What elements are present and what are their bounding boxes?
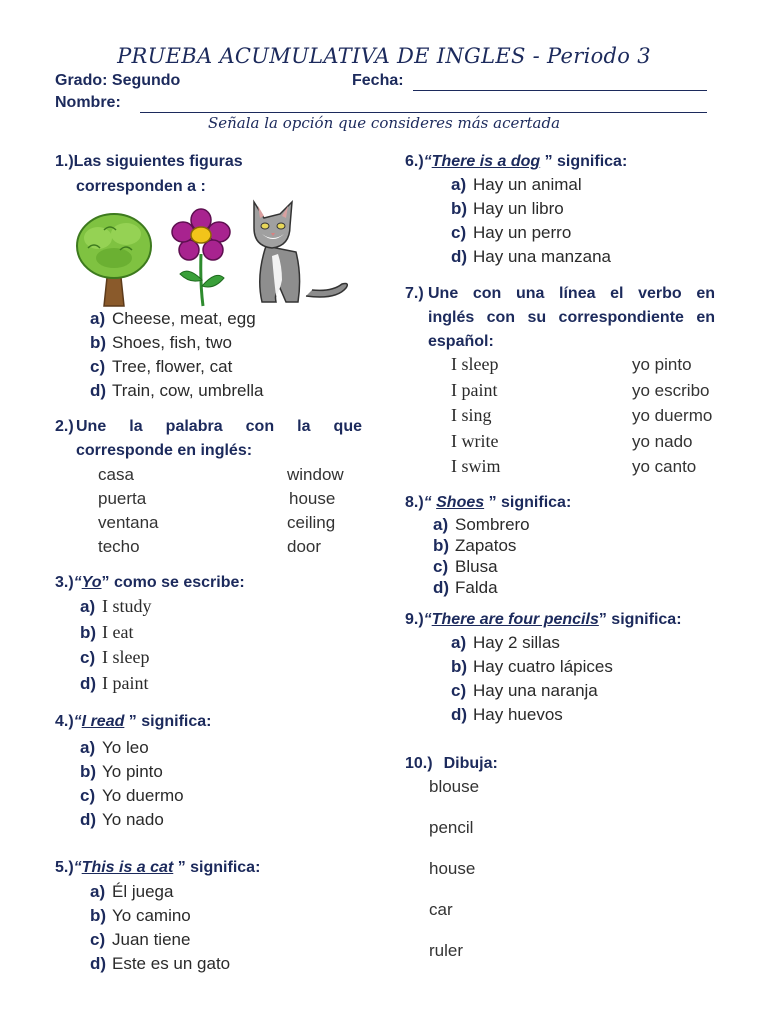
question-number: 8.) bbox=[405, 494, 424, 511]
question-key-phrase: There are four pencils bbox=[431, 611, 599, 628]
options-q1 bbox=[90, 307, 263, 403]
option-d[interactable]: d) Yo nado bbox=[80, 810, 164, 829]
option-c[interactable]: c) I sleep bbox=[80, 647, 150, 667]
option-d[interactable]: d) I paint bbox=[80, 672, 149, 693]
match-word: I swim bbox=[451, 456, 501, 476]
option-c[interactable]: c) Hay un perro bbox=[451, 223, 572, 242]
match-right-column bbox=[287, 463, 344, 559]
instruction-text: Señala la opción que consideres más acertada bbox=[207, 114, 561, 132]
question-4 bbox=[55, 710, 211, 734]
question-text: ” significa: bbox=[124, 713, 212, 730]
option-c[interactable]: c) Tree, flower, cat bbox=[90, 357, 233, 376]
tree-icon bbox=[74, 208, 156, 308]
question-text-cont: corresponde en inglés: bbox=[76, 442, 253, 459]
question-number: 2.) bbox=[55, 418, 74, 435]
quote-mark: “ bbox=[73, 859, 82, 876]
match-word: casa bbox=[98, 465, 134, 484]
page-title: PRUEBA ACUMULATIVA DE INGLES - Periodo 3 bbox=[117, 44, 651, 68]
question-number: 3.) bbox=[55, 574, 74, 591]
option-b[interactable]: b) Yo camino bbox=[90, 906, 191, 925]
question-number: 10.) bbox=[405, 755, 433, 772]
question-text-cont: corresponden a : bbox=[76, 178, 206, 195]
quote-mark: “ bbox=[423, 494, 437, 511]
question-key-phrase: There is a dog bbox=[431, 153, 541, 170]
cat-icon bbox=[246, 196, 350, 308]
draw-word: blouse bbox=[429, 777, 480, 796]
name-field[interactable] bbox=[140, 112, 707, 113]
question-8 bbox=[405, 491, 571, 515]
question-text: Dibuja: bbox=[443, 755, 498, 772]
option-c[interactable]: c) Blusa bbox=[433, 557, 498, 576]
options-q6 bbox=[451, 173, 611, 269]
question-7 bbox=[405, 282, 715, 354]
options-q3 bbox=[80, 594, 152, 696]
draw-word: car bbox=[429, 900, 453, 919]
question-text: Une la palabra con la que bbox=[76, 418, 362, 435]
draw-word: house bbox=[429, 859, 476, 878]
option-a[interactable]: a) I study bbox=[80, 596, 152, 616]
question-text-cont: inglés con su correspondiente en bbox=[428, 309, 715, 326]
question-number: 5.) bbox=[55, 859, 74, 876]
question-10 bbox=[405, 752, 498, 776]
option-a[interactable]: a) Cheese, meat, egg bbox=[90, 309, 256, 328]
option-c[interactable]: c) Hay una naranja bbox=[451, 681, 598, 700]
option-d[interactable]: d) Train, cow, umbrella bbox=[90, 381, 264, 400]
question-number: 1.) bbox=[55, 153, 74, 170]
option-b[interactable]: b) Shoes, fish, two bbox=[90, 333, 233, 352]
date-label: Fecha: bbox=[352, 72, 404, 89]
options-q4 bbox=[80, 736, 184, 832]
date-field[interactable] bbox=[413, 90, 707, 91]
option-d[interactable]: d) Este es un gato bbox=[90, 954, 231, 973]
option-b[interactable]: b) Hay un libro bbox=[451, 199, 564, 218]
option-d[interactable]: d) Hay huevos bbox=[451, 705, 563, 724]
flower-icon bbox=[170, 208, 232, 308]
question-text-cont: español: bbox=[428, 333, 494, 350]
match-word: yo escribo bbox=[632, 380, 710, 400]
option-a[interactable]: a) Hay un animal bbox=[451, 175, 582, 194]
question-5 bbox=[55, 856, 260, 880]
quote-mark: “ bbox=[423, 611, 432, 628]
match-word: I sleep bbox=[451, 354, 499, 374]
question-text: ” significa: bbox=[540, 153, 628, 170]
option-c[interactable]: c) Yo duermo bbox=[80, 786, 184, 805]
match-word: I write bbox=[451, 430, 499, 451]
option-a[interactable]: a) Él juega bbox=[90, 882, 174, 901]
option-a[interactable]: a) Hay 2 sillas bbox=[451, 633, 560, 652]
option-d[interactable]: d) Falda bbox=[433, 578, 498, 597]
option-b[interactable]: b) Zapatos bbox=[433, 536, 517, 555]
match-word: yo canto bbox=[632, 457, 697, 476]
question-number: 4.) bbox=[55, 713, 74, 730]
match-word: ceiling bbox=[287, 513, 336, 532]
match-right-column bbox=[632, 352, 712, 480]
name-label: Nombre: bbox=[55, 94, 121, 111]
question-number: 7.) bbox=[405, 285, 424, 302]
options-q5 bbox=[90, 880, 230, 976]
match-word: I paint bbox=[451, 379, 498, 400]
match-word: puerta bbox=[98, 489, 147, 508]
question-6 bbox=[405, 150, 627, 174]
match-left-column bbox=[451, 352, 501, 480]
quote-mark: “ bbox=[73, 713, 82, 730]
question-text: ” como se escribe: bbox=[101, 574, 245, 591]
option-d[interactable]: d) Hay una manzana bbox=[451, 247, 611, 266]
question-9 bbox=[405, 608, 682, 632]
options-q8 bbox=[433, 514, 530, 598]
question-3 bbox=[55, 571, 245, 595]
question-text: ” significa: bbox=[598, 611, 682, 628]
question-text: Une con una línea el verbo en bbox=[428, 285, 715, 302]
question-2 bbox=[55, 415, 362, 439]
question-key-phrase: Yo bbox=[81, 574, 102, 591]
option-a[interactable]: a) Yo leo bbox=[80, 738, 149, 757]
option-a[interactable]: a) Sombrero bbox=[433, 515, 530, 534]
match-word: window bbox=[287, 465, 344, 484]
quote-mark: “ bbox=[73, 574, 82, 591]
match-left-column bbox=[98, 463, 159, 559]
question-text: ” significa: bbox=[173, 859, 261, 876]
match-word: door bbox=[287, 537, 322, 556]
options-q9 bbox=[451, 631, 613, 727]
question-key-phrase: This is a cat bbox=[81, 859, 174, 876]
draw-word: ruler bbox=[429, 941, 464, 960]
question-key-phrase: Shoes bbox=[436, 494, 485, 511]
match-word: yo pinto bbox=[632, 355, 692, 374]
question-number: 9.) bbox=[405, 611, 424, 628]
question-text: ” significa: bbox=[484, 494, 572, 511]
match-word: yo duermo bbox=[632, 406, 713, 425]
option-c[interactable]: c) Juan tiene bbox=[90, 930, 191, 949]
option-b[interactable]: b) Yo pinto bbox=[80, 762, 163, 781]
grade-label: Grado: Segundo bbox=[55, 72, 181, 89]
quote-mark: “ bbox=[423, 153, 432, 170]
match-word: house bbox=[289, 489, 336, 508]
match-word: techo bbox=[98, 537, 140, 556]
question-text: Las siguientes figuras bbox=[73, 153, 243, 170]
question-1 bbox=[55, 150, 243, 174]
draw-word: pencil bbox=[429, 818, 474, 837]
match-word: I sing bbox=[451, 405, 492, 425]
option-b[interactable]: b) Hay cuatro lápices bbox=[451, 657, 613, 676]
option-b[interactable]: b) I eat bbox=[80, 621, 134, 642]
question-key-phrase: I read bbox=[81, 713, 125, 730]
match-word: ventana bbox=[98, 513, 159, 532]
match-word: yo nado bbox=[632, 431, 693, 451]
question-number: 6.) bbox=[405, 153, 424, 170]
